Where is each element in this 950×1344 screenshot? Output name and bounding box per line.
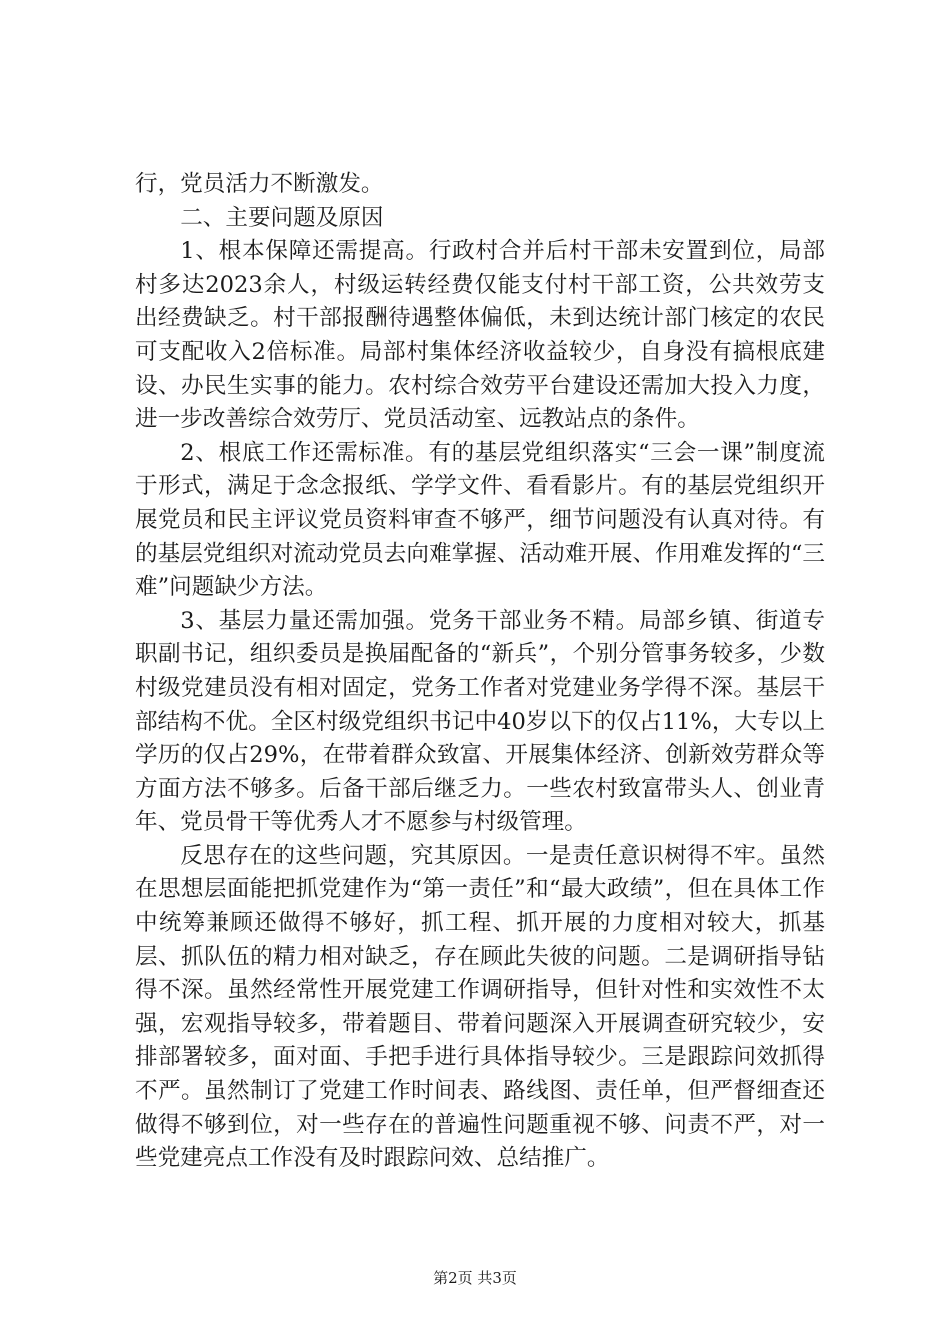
page-number-footer: 第2页 共3页	[433, 1269, 517, 1287]
paragraph-problem-2: 2、根底工作还需标准。有的基层党组织落实“三会一课”制度流于形式，满足于念念报纸、学学文件、看看影片。有的基层党组织开展党员和民主评议党员资料审查不够严，细节问题没有认真对待。有的基层党组织对流动党员去向难掌握、活动难开展、作用难发挥的“三难”问题缺少方法。	[135, 439, 825, 601]
paragraph-problem-1: 1、根本保障还需提高。行政村合并后村干部未安置到位，局部村多达2023余人，村级运转经费仅能支付村干部工资，公共效劳支出经费缺乏。村干部报酬待遇整体偏低，未到达统计部门核定的农民可支配收入2倍标准。局部村集体经济收益较少，自身没有搞根底建设、办民生实事的能力。农村综合效劳平台建设还需加大投入力度，进一步改善综合效劳厅、党员活动室、远教站点的条件。	[135, 238, 825, 433]
paragraph-reflection: 反思存在的这些问题，究其原因。一是责任意识树得不牢。虽然在思想层面能把抓党建作为“第一责任”和“最大政绩”，但在具体工作中统筹兼顾还做得不够好，抓工程、抓开展的力度相对较大，抓基层、抓队伍的精力相对缺乏，存在顾此失彼的问题。二是调研指导钻得不深。虽然经常性开展党建工作调研指导，但针对性和实效性不太强，宏观指导较多，带着题目、带着问题深入开展调查研究较少，安排部署较多，面对面、手把手进行具体指导较少。三是跟踪问效抓得不严。虽然制订了党建工作时间表、路线图、责任单，但严督细查还做得不够到位，对一些存在的普遍性问题重视不够、问责不严，对一些党建亮点工作没有及时跟踪问效、总结推广。	[135, 842, 825, 1172]
paragraph-problem-3: 3、基层力量还需加强。党务干部业务不精。局部乡镇、街道专职副书记，组织委员是换届配备的“新兵”，个别分管事务较多，少数村级党建员没有相对固定，党务工作者对党建业务学得不深。基层干部结构不优。全区村级党组织书记中40岁以下的仅占11%，大专以上学历的仅占29%，在带着群众致富、开展集体经济、创新效劳群众等方面方法不够多。后备干部后继乏力。一些农村致富带头人、创业青年、党员骨干等优秀人才不愿参与村级管理。	[135, 607, 825, 836]
section-heading: 二、主要问题及原因	[180, 204, 384, 231]
paragraph-continuation: 行，党员活力不断激发。	[135, 171, 384, 197]
document-body	[135, 168, 825, 1176]
